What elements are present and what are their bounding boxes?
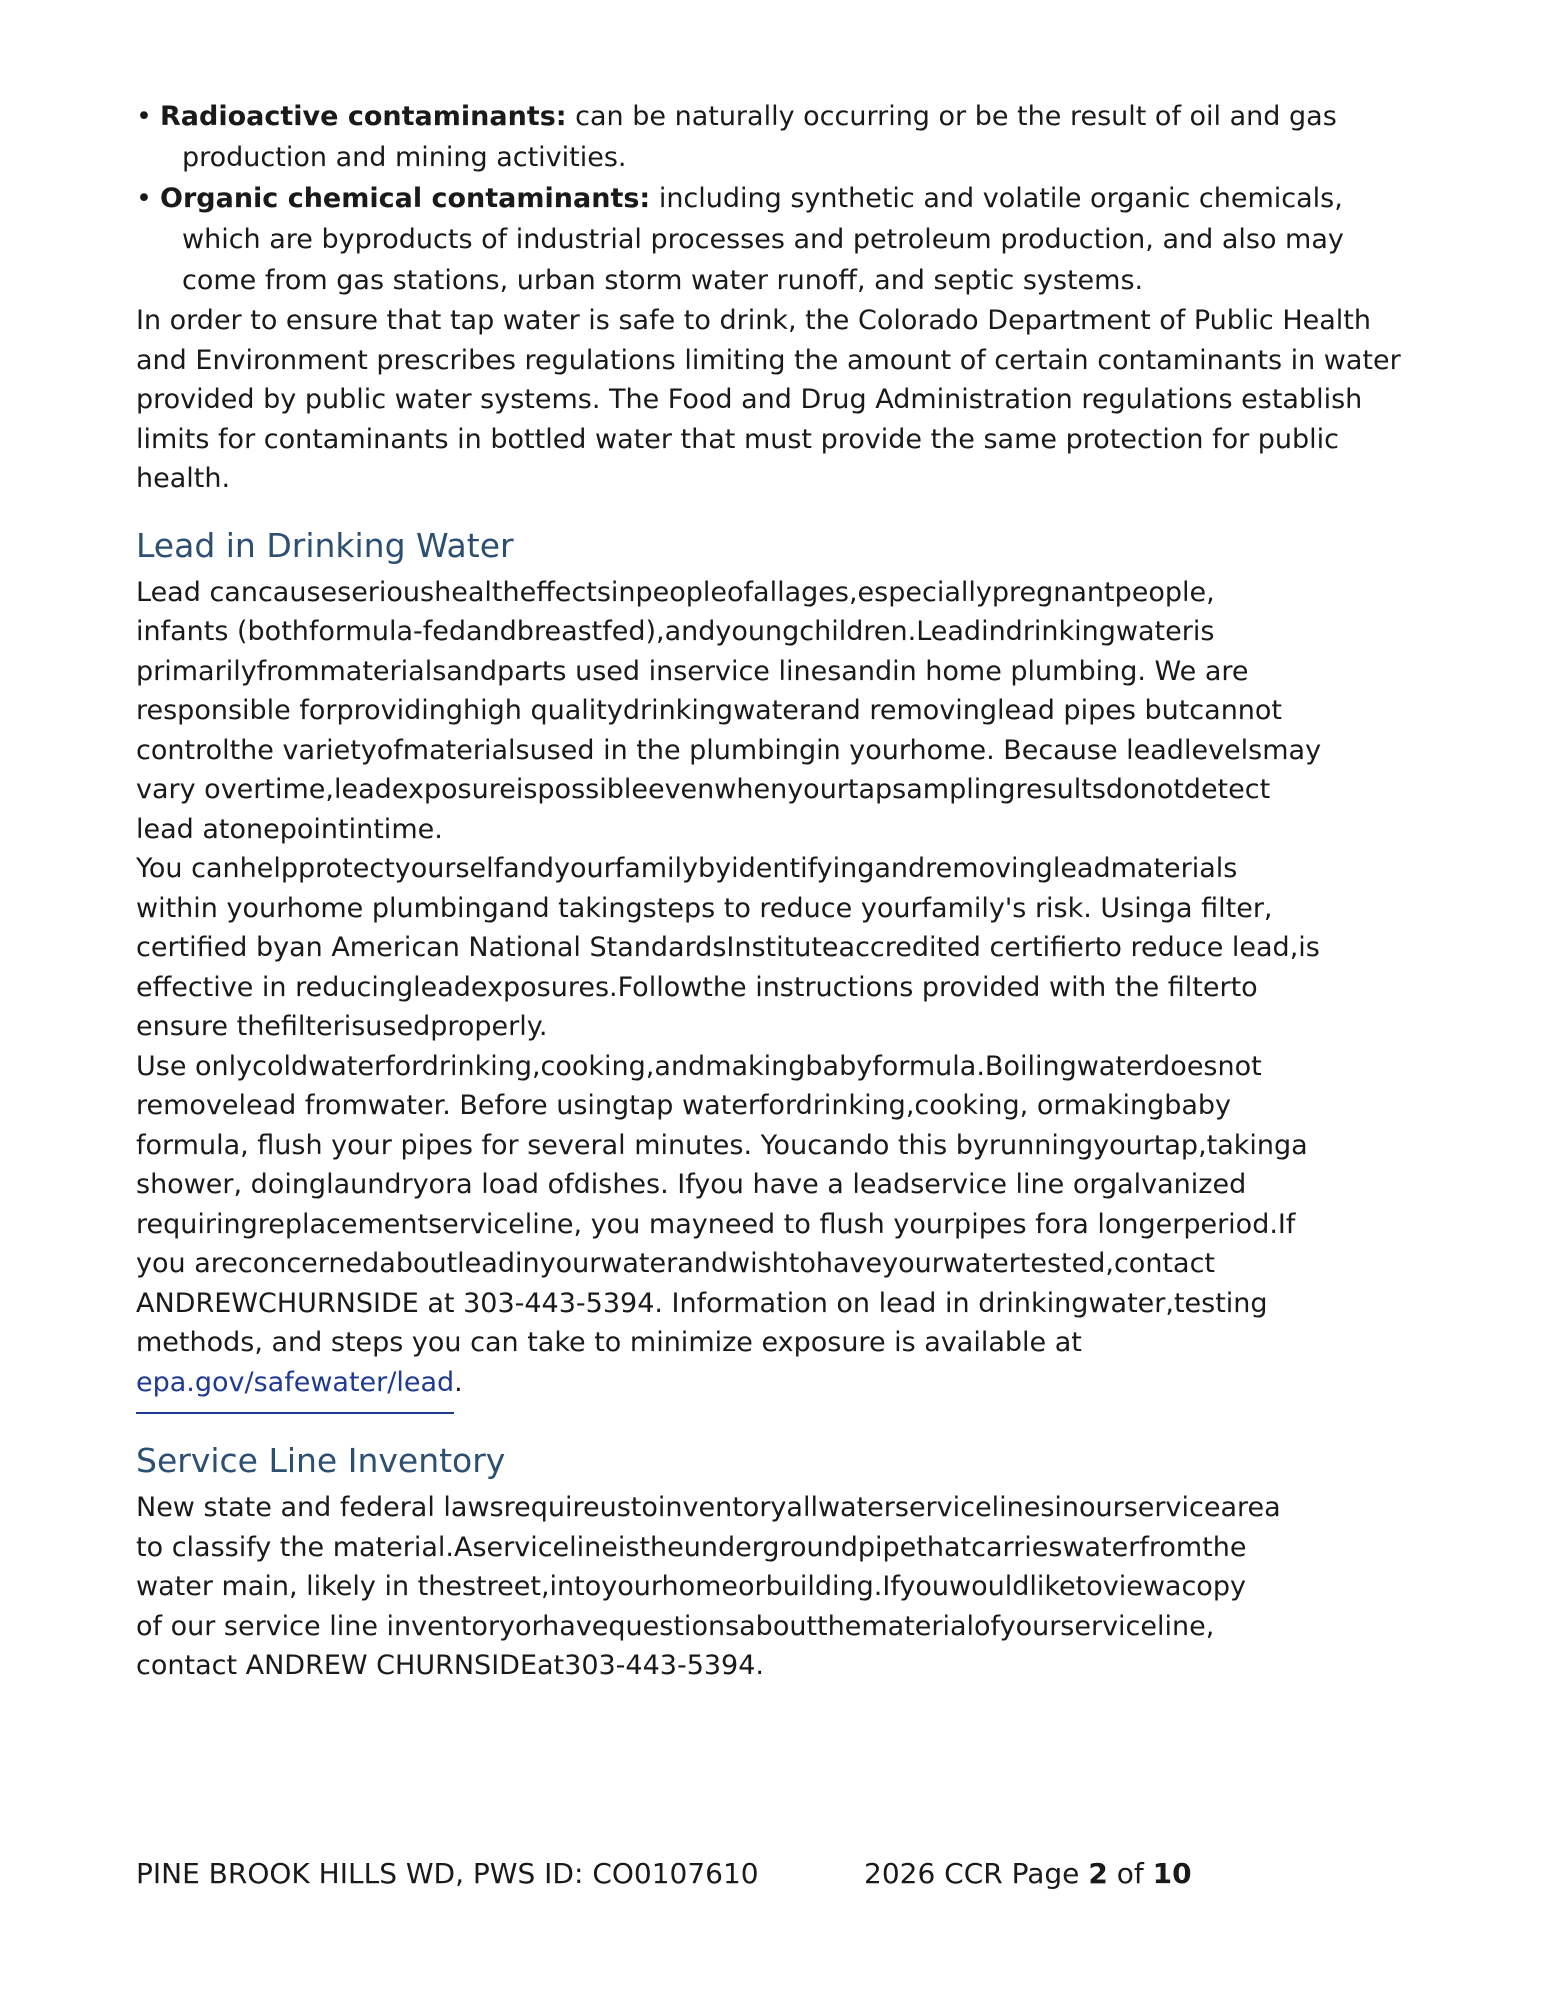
link-trailing-period: . xyxy=(454,1366,463,1398)
bullet-organic xyxy=(136,178,1426,301)
bullet-term: Radioactive contaminants: xyxy=(160,101,567,132)
footer-page-prefix: 2026 CCR Page xyxy=(864,1857,1089,1890)
text-line: of our service line inventoryorhavequestionsaboutthematerialofyourserviceline, xyxy=(136,1610,1215,1642)
inventory-paragraph xyxy=(136,1488,1426,1686)
text-line: shower, doinglaundryora load ofdishes. Ifyou have a leadservice line orgalvanized xyxy=(136,1169,1247,1200)
lead-paragraph-3 xyxy=(136,1047,1426,1415)
text-line: vary overtime,leadexposureispossibleevenwhenyourtapsamplingresultsdonotdetect xyxy=(136,774,1271,805)
lead-paragraph-2 xyxy=(136,849,1426,1047)
bullet-text: including synthetic and volatile organic chemicals, xyxy=(650,183,1343,214)
footer-system-id: PINE BROOK HILLS WD, PWS ID: CO0107610 xyxy=(136,1857,759,1890)
text-line: methods, and steps you can take to minimize exposure is available at xyxy=(136,1327,1082,1358)
text-line: effective in reducingleadexposures.Followthe instructions provided with the filterto xyxy=(136,971,1258,1003)
text-line: ensure thefilterisusedproperly. xyxy=(136,1011,548,1042)
text-line: lead atonepointintime. xyxy=(136,813,443,845)
text-line: controlthe varietyofmaterialsused in the plumbingin yourhome. Because leadlevelsmay xyxy=(136,734,1322,766)
text-line: You canhelpprotectyourselfandyourfamilybyidentifyingandremovingleadmaterials xyxy=(136,853,1238,884)
text-line: primarilyfrommaterialsandparts used inservice linesandin home plumbing. We are xyxy=(136,655,1249,687)
text-line: you areconcernedaboutleadinyourwaterandwishtohaveyourwatertested,contact xyxy=(136,1248,1215,1279)
text-line: contact ANDREW CHURNSIDEat303-443-5394. xyxy=(136,1650,764,1681)
bullet-text: can be naturally occurring or be the result of oil and gas xyxy=(566,101,1337,132)
text-line: removelead fromwater. Before usingtap waterfordrinking,cooking, ormakingbaby xyxy=(136,1090,1232,1121)
inventory-heading: Service Line Inventory xyxy=(136,1441,506,1480)
text-line: water main, likely in thestreet,intoyourhomeorbuilding.Ifyouwouldliketoviewacopy xyxy=(136,1571,1246,1602)
footer-page-label xyxy=(864,1857,1192,1890)
footer-page-current: 2 xyxy=(1088,1857,1108,1890)
bullet-dot: • xyxy=(136,101,152,132)
text-line: ANDREWCHURNSIDE at 303-443-5394. Information on lead in drinkingwater,testing xyxy=(136,1287,1268,1319)
epa-lead-link[interactable]: epa.gov/safewater/lead xyxy=(136,1363,454,1415)
text-line: to classify the material.Aservicelineistheundergroundpipethatcarrieswaterfromthe xyxy=(136,1531,1247,1563)
page-footer xyxy=(136,1857,1336,1890)
bullet-dot: • xyxy=(136,183,152,214)
intro-paragraph: In order to ensure that tap water is safe to drink, the Colorado Department of Public Health and Environment prescribes regulations limiting the amount of certain contaminants in water provided by public water systems. The Food and Drug Administration regulations establish limits for contaminants in bottled water that must provide the same protection for public health. xyxy=(136,305,1401,494)
text-line: formula, flush your pipes for several minutes. Youcando this byrunningyourtap,takinga xyxy=(136,1129,1308,1161)
lead-heading: Lead in Drinking Water xyxy=(136,525,514,565)
text-line: Lead cancauseserioushealtheffectsinpeopleofallages,especiallypregnantpeople, xyxy=(136,576,1215,608)
text-line: within yourhome plumbingand takingsteps to reduce yourfamily's risk. Usinga filter, xyxy=(136,892,1273,924)
footer-page-total: 10 xyxy=(1152,1857,1192,1890)
document-page xyxy=(136,96,1426,1686)
text-line: infants (bothformula-fedandbreastfed),andyoungchildren.Leadindrinkingwateris xyxy=(136,616,1215,647)
bullet-term: Organic chemical contaminants: xyxy=(160,183,651,214)
text-line: Use onlycoldwaterfordrinking,cooking,andmakingbabyformula.Boilingwaterdoesnot xyxy=(136,1050,1262,1082)
footer-page-of: of xyxy=(1107,1857,1153,1890)
text-line: New state and federal lawsrequireustoinventoryallwaterservicelinesinourservicearea xyxy=(136,1492,1281,1523)
text-line: responsible forprovidinghigh qualitydrinkingwaterand removinglead pipes butcannot xyxy=(136,695,1283,726)
text-line: requiringreplacementserviceline, you mayneed to flush yourpipes fora longerperiod.If xyxy=(136,1208,1296,1240)
bullet-radioactive xyxy=(136,96,1426,178)
lead-paragraph-1 xyxy=(136,573,1426,850)
bullet-continuation: which are byproducts of industrial processes and petroleum production, and also may come from gas stations, urban storm water runoff, and septic systems. xyxy=(182,224,1344,296)
text-line: certified byan American National StandardsInstituteaccredited certifierto reduce lead,is xyxy=(136,932,1320,963)
contaminant-list xyxy=(136,96,1426,301)
bullet-continuation: production and mining activities. xyxy=(182,142,627,173)
